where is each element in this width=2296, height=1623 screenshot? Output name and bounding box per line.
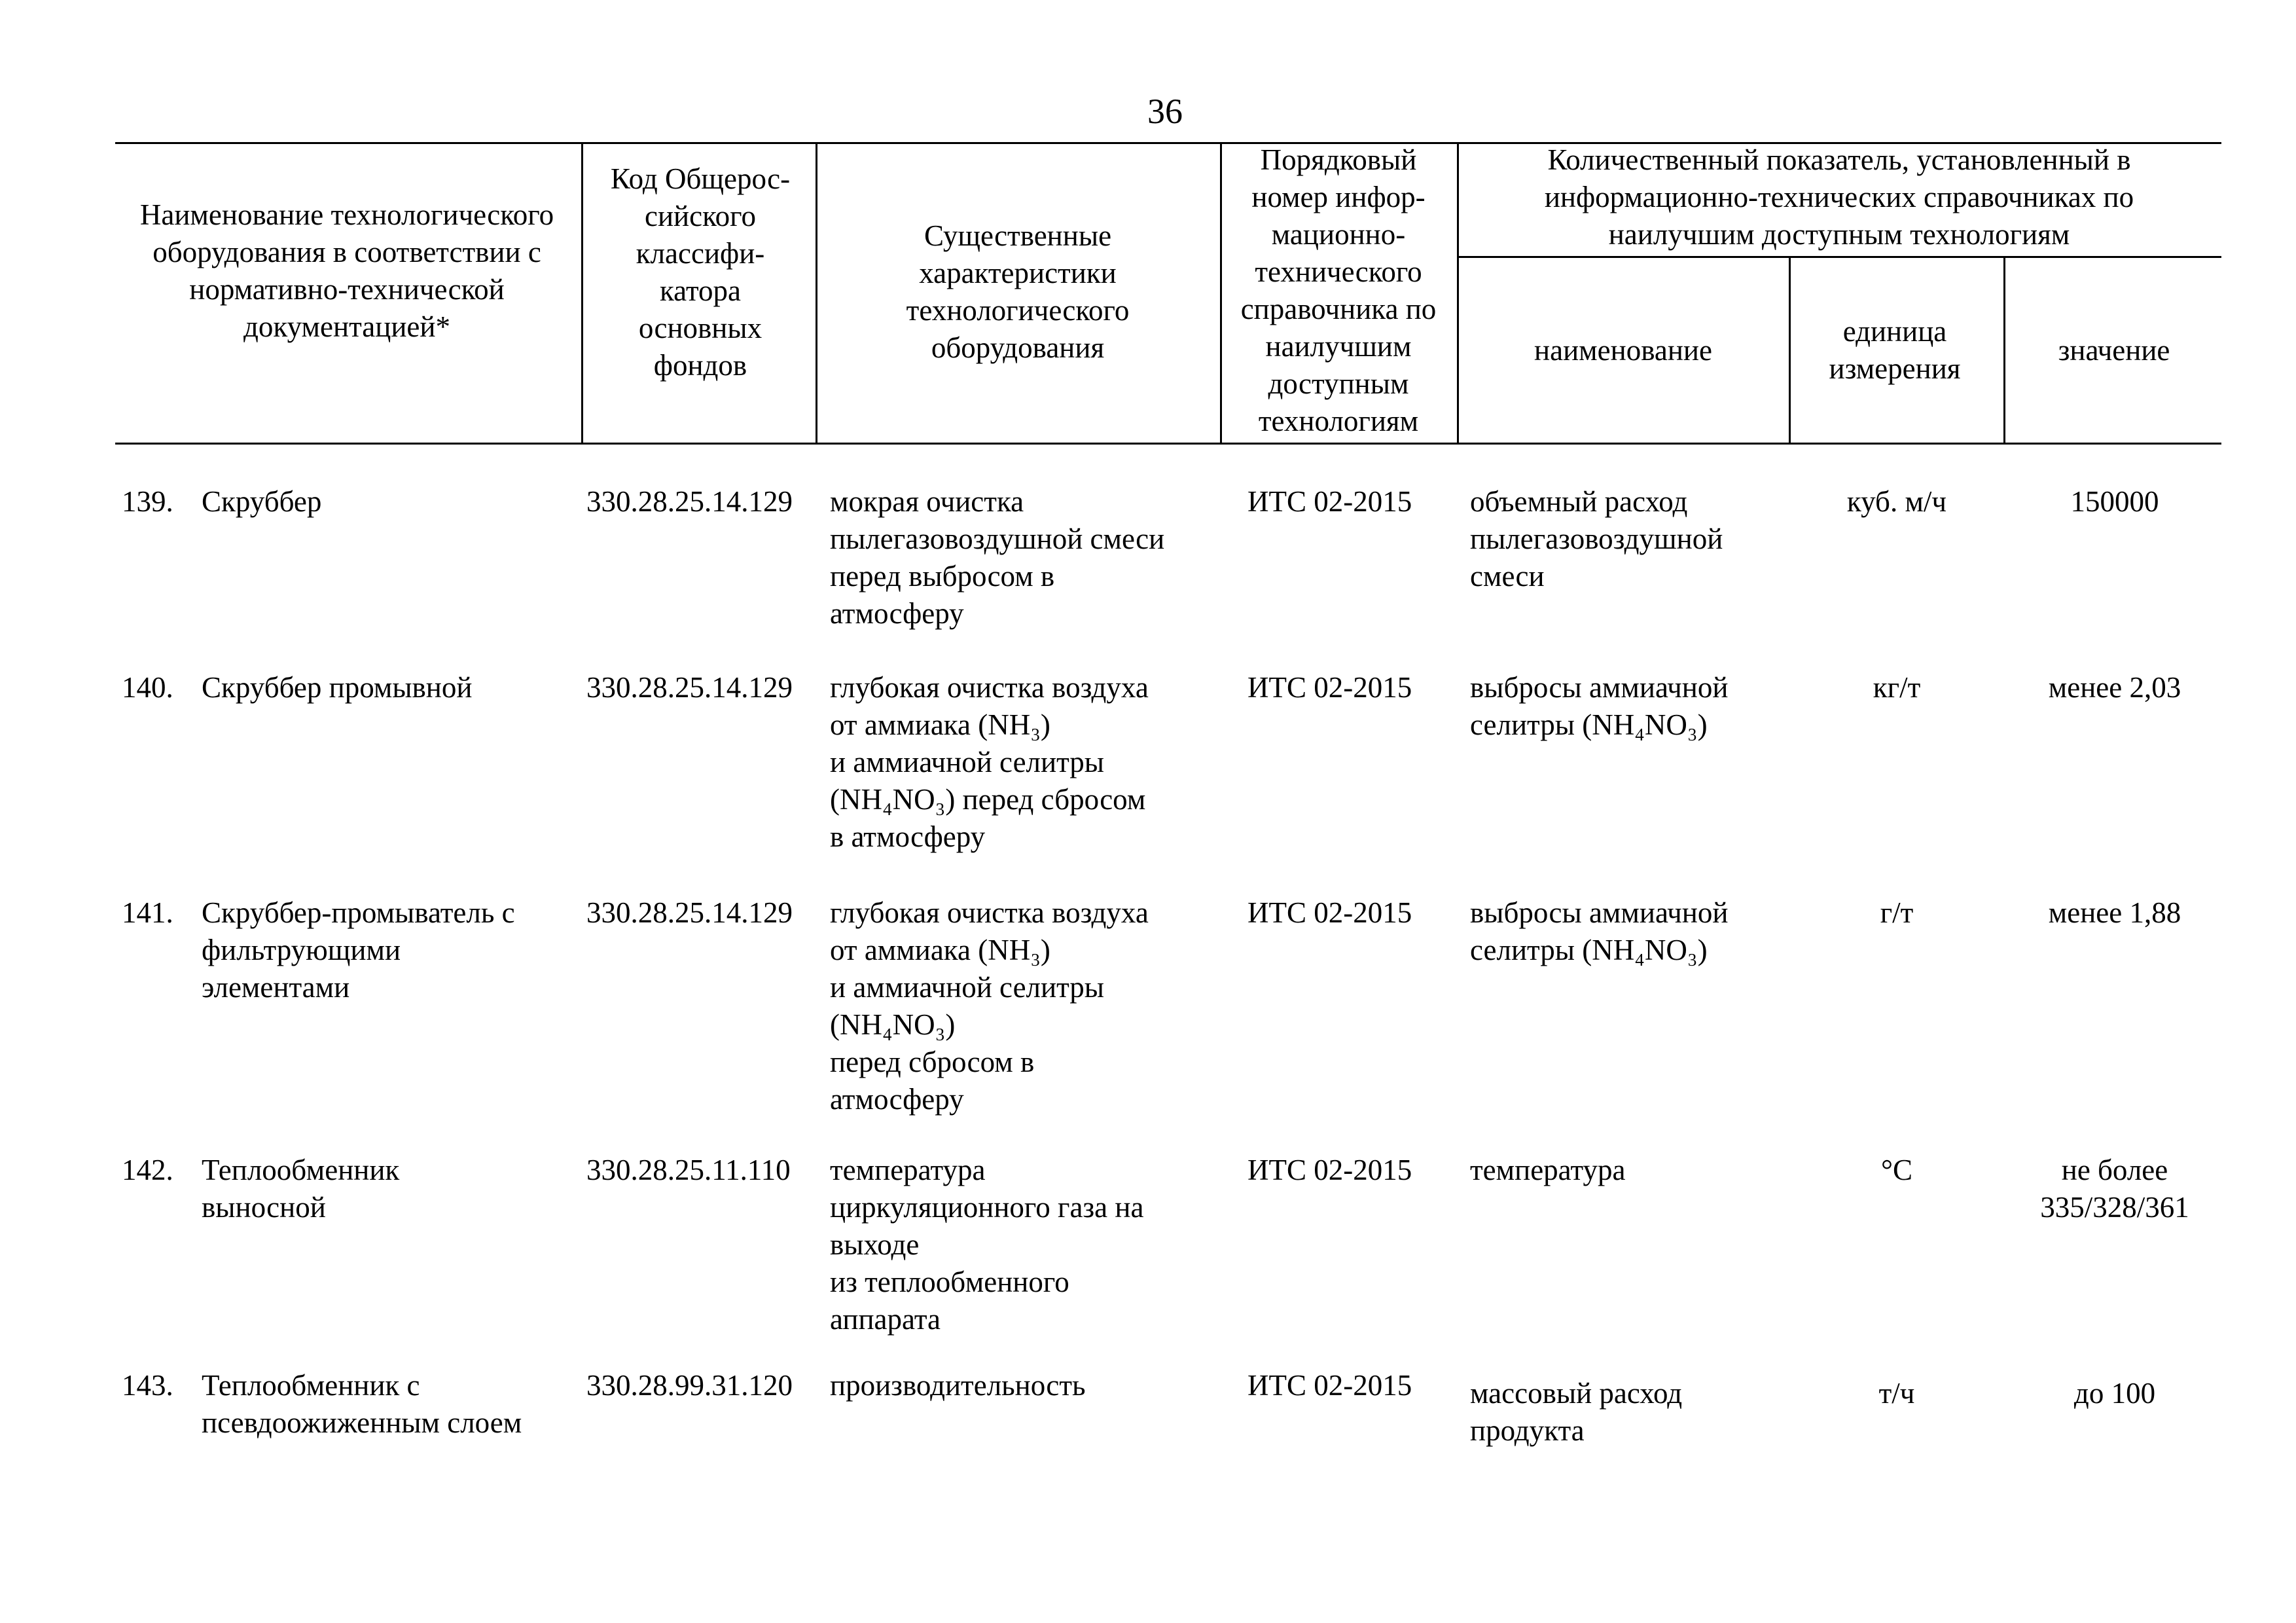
equipment-name: Скруббер-промыватель с фильтрующими элементами <box>202 896 515 1004</box>
okof-code: 330.28.25.11.110 <box>586 1154 791 1186</box>
header-divider-6 <box>2003 256 2005 445</box>
header-characteristics: Существенные характеристики технологического оборудования <box>906 219 1130 364</box>
header-reference-number: Порядковый номер инфор-мационно-технического справочника по наилучшим доступным технологиям <box>1240 143 1437 437</box>
reference-number: ИТС 02-2015 <box>1247 1369 1412 1402</box>
indicator-subheader-rule <box>1457 256 2221 258</box>
indicator-value: не более 335/328/361 <box>2040 1154 2189 1224</box>
header-indicator-name: наименование <box>1534 334 1712 367</box>
reference-number: ИТС 02-2015 <box>1247 671 1412 704</box>
indicator-name: объемный расход пылегазовоздушной смеси <box>1470 485 1723 593</box>
okof-code: 330.28.25.14.129 <box>586 896 793 929</box>
row-number: 139. <box>122 485 173 518</box>
indicator-name: выбросы аммиачной селитры (NH₄NO₃) <box>1470 671 1729 741</box>
indicator-unit: г/т <box>1880 896 1914 929</box>
reference-number: ИТС 02-2015 <box>1247 1154 1412 1186</box>
characteristics: глубокая очистка воздуха от аммиака (NH₃) и аммиачной селитры (NH₄NO₃) перед сбросом в атмосферу <box>830 896 1149 1116</box>
header-equipment-name: Наименование технологического оборудования в соответствии с нормативно-технической документацией* <box>139 198 554 343</box>
equipment-name: Скруббер промывной <box>202 671 473 704</box>
row-number: 140. <box>122 671 173 704</box>
header-divider-2 <box>816 142 817 445</box>
equipment-name: Скруббер <box>202 485 322 518</box>
indicator-value: менее 2,03 <box>2048 671 2181 704</box>
indicator-name: температура <box>1470 1154 1626 1186</box>
header-divider-3 <box>1220 142 1222 445</box>
header-divider-1 <box>581 142 583 445</box>
indicator-unit: т/ч <box>1878 1377 1915 1410</box>
page-number: 36 <box>1147 92 1183 131</box>
characteristics: температура циркуляционного газа на выходе из теплообменного аппарата <box>830 1154 1144 1336</box>
header-indicator-unit: единица измерения <box>1829 315 1961 385</box>
indicator-unit: °C <box>1880 1154 1912 1186</box>
indicator-name: выбросы аммиачной селитры (NH₄NO₃) <box>1470 896 1729 966</box>
indicator-value: 150000 <box>2070 485 2159 518</box>
characteristics: производительность <box>830 1369 1086 1402</box>
header-divider-5 <box>1789 256 1791 445</box>
header-indicator-group: Количественный показатель, установленный в информационно-технических справочниках по наилучшим доступным технологиям <box>1544 143 2134 251</box>
row-number: 143. <box>122 1369 173 1402</box>
indicator-value: менее 1,88 <box>2048 896 2181 929</box>
header-divider-4 <box>1457 142 1459 445</box>
indicator-unit: кг/т <box>1873 671 1921 704</box>
equipment-name: Теплообменник выносной <box>202 1154 400 1224</box>
header-indicator-value: значение <box>2058 334 2170 367</box>
indicator-name: массовый расход продукта <box>1470 1377 1683 1447</box>
reference-number: ИТС 02-2015 <box>1247 896 1412 929</box>
indicator-value: до 100 <box>2073 1377 2156 1410</box>
table-header-bottom-rule <box>115 443 2221 445</box>
header-okof-code: Код Общерос-сийского классифи-катора основных фондов <box>610 162 791 382</box>
reference-number: ИТС 02-2015 <box>1247 485 1412 518</box>
okof-code: 330.28.25.14.129 <box>586 671 793 704</box>
characteristics: глубокая очистка воздуха от аммиака (NH₃) и аммиачной селитры (NH₄NO₃) перед сбросом в атмосферу <box>830 671 1149 853</box>
characteristics: мокрая очистка пылегазовоздушной смеси перед выбросом в атмосферу <box>830 485 1165 630</box>
row-number: 141. <box>122 896 173 929</box>
okof-code: 330.28.25.14.129 <box>586 485 793 518</box>
row-number: 142. <box>122 1154 173 1186</box>
equipment-name: Теплообменник с псевдоожиженным слоем <box>202 1369 522 1439</box>
indicator-unit: куб. м/ч <box>1846 485 1947 518</box>
okof-code: 330.28.99.31.120 <box>586 1369 793 1402</box>
